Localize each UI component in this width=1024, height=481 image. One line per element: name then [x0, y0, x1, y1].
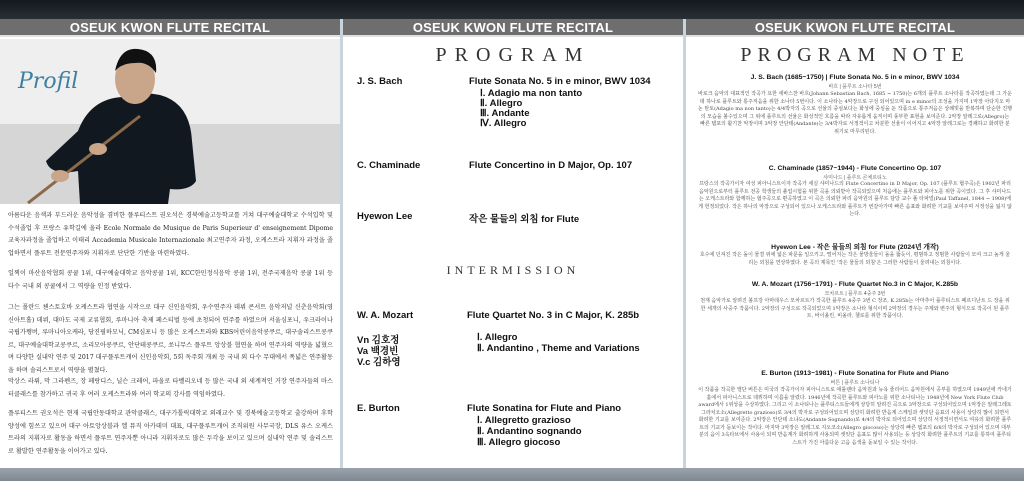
note-heading: Hyewon Lee - 작은 물들의 외침 for Flute (2024년 개작) — [771, 244, 939, 251]
performer: Va 백경빈 — [357, 346, 399, 357]
composer: E. Burton — [357, 403, 400, 414]
note-heading: W. A. Mozart (1756~1791) - Flute Quartet No.3 in C Major, K.285b — [751, 281, 959, 288]
top-band — [0, 0, 1024, 19]
movement: Ⅳ. Allegro — [480, 118, 527, 129]
composer: Hyewon Lee — [357, 211, 413, 222]
bottom-band — [0, 468, 1024, 481]
panel-header: OSEUK KWON FLUTE RECITAL — [343, 19, 683, 37]
note-heading: C. Chaminade (1857~1944) - Flute Concertino Op. 107 — [768, 165, 942, 172]
movement: Ⅱ. Allegro — [480, 98, 523, 109]
flutist-photo — [20, 41, 200, 204]
movement: Ⅰ. Allegretto grazioso — [477, 415, 571, 426]
note-body: 이 작품을 작곡한 엘단 버튼은 미국의 작곡가이자 피아니스트로 애틀랜타 음악원과 뉴욕 줄리어드 음악원에서 공부를 하였으며 1949년에 카네기홀에서 피아니스트로 데뷔하며 이름을 알렸다. 1946년에 작곡한 플루트와 피아노를 위한 소나티나는 1948년에 New York Flute Club award에서 1위상을 수상하였다. 그리고 이 소나티나는 플루티스트들에게 상당히 알려진 곡으로 3악장으로 구성되어있으며 1악장은 알레그레토 그라치오소(Allegretto grazioso)로 3/4의 박자로 구성되어있으며 상당히 화려한 반음계 스케일과 셋잇단 음표의 사용이 상당히 많이 되면서 화려한 기교를 보여준다. 2악장은 안단테 소냐도(Andante Sognando)로 4/4의 박자로 되어있으며 상당히 서정적이면서도 여유의 화려한 플루트의 기교가 돋보이는 작이다. 마지막 3악장은 알레그로 지오코소(Allegro giocoso)는 상당히 빠른 템포의 6/8의 박자로 구성되어 있으며 대부분의 음이 3옥타브에서 사용이 되며 반음계가 화려하게 사용되며 셋잇단 음표도 많이 사용되는 등 상당히 화려한 플루트의 기교를 통하여 플루티스트가 가진 아름다운 고음 음색을 돋보일 수 있는 작이다. — [698, 387, 1012, 446]
panel-header: OSEUK KWON FLUTE RECITAL — [0, 19, 340, 37]
panel-header: OSEUK KWON FLUTE RECITAL — [686, 19, 1024, 37]
movement: Ⅲ. Allegro giocoso — [477, 437, 561, 448]
note-subtitle: 샤미나드 | 플루트 콘체르티노 — [823, 175, 887, 181]
profile-paragraph: 막상스 라뤼, 막 그라펜즈, 장 페랑디스, 닐슨 크레어, 파올로 타벨리오네 등 많은 국내 외 세계적인 거장 연주자들의 마스터클래스를 참가하고 귀국 후 여러 오케스트라와 여러 학교의 강사를 역임하였다. — [8, 378, 333, 398]
program-title: PROGRAM — [435, 44, 591, 66]
composer: W. A. Mozart — [357, 310, 414, 321]
note-subtitle: 모차르트 | 플루트 4중주 3번 — [824, 291, 886, 297]
work-title: Flute Sonata No. 5 in e minor, BWV 1034 — [469, 76, 651, 87]
movement: Ⅰ. Adagio ma non tanto — [480, 88, 583, 99]
work-title: Flute Sonatina for Flute and Piano — [467, 403, 622, 414]
note-body: 바로크 음악의 대표적인 작곡가 요한 세바스찬 바흐(Johann Sebastian Bach, 1685 ~ 1750)는 6개의 플루트 소나타를 작곡하였는데 그 가운데 하나로 플루트와 통주저음을 위한 소나타 5번이다. 이 소나타는 4악장으로 구성 되어있으며 in e minor의 조성을 가지며 1악장 아다지오 마 논 탄토(Adagio ma non tanto)는 4/4박자의 곡으로 선율의 중심보다는 화성에 중심을 둔 작품으로 통주저음은 상례빗을 반복하며 단순한 진행의 모습을 볼수있으며 그 위에 플루트의 선율은 화성적인 흐름을 따라 자유롭게 움직이며 풍부한 표현을 보여준다. 2악장 알레그로(Allegro)는 빠른 템포의 활기찬 악장이며 3악장 안단테(Andante)는 3/4박자로 서정적이고 차분한 선율이 이어지고 4악장 알레그로는 경쾌하고 화려한 분위기로 마무리된다. — [698, 91, 1012, 135]
profile-paragraph: 플루티스트 권오석은 현재 국립안동대학교 관악클래스, 대구가톨릭대학교 외래교수 및 경북예술고등학교 출강하며 후학양성에 힘쓰고 있으며 대구 아토앙상블과 엘 뮤직 아카데미 대표, 대구플루트캐어 조직위원 사무국장, DLS 유스 오케스트라의 지휘자로 활동을 하면서 플루트 연주자뿐 아니라 지휘자로도 많은 두각을 보이고 있으며 실내악 연주 및 솔리스트로 활발한 연주활동을 이어가고 있다. — [8, 410, 333, 455]
profile-paragraph: 아름다운 음색과 부드러운 음악성을 겸비한 플루티스트 권오석은 경북예술고등학교를 거쳐 대구예술대학교 수석입학 및 수석졸업 후 프랑스 유학길에 올라 Ecole Normale de Musique de Paris Superieur d' enseignement Dipome 교육자과정을 졸업하고 이태리 Accademia Musicale Internazionale 최고연주자 과정, 오케스트라 지휘자 과정을 졸업하면서 플루트 전문연주자와 지휘자로 단단한 기반을 마련하였다. — [8, 212, 333, 257]
note-subtitle: 버튼 | 플루트 소나티나 — [830, 380, 880, 386]
movement: Ⅱ. Andantino , Theme and Variations — [477, 343, 640, 354]
work-title: 작은 물들의 외침 for Flute — [469, 214, 580, 225]
note-heading: J. S. Bach (1685~1750) | Flute Sonata No. 5 in e minor, BWV 1034 — [750, 74, 960, 81]
composer: C. Chaminade — [357, 160, 421, 171]
work-title: Flute Concertino in D Major, Op. 107 — [469, 160, 633, 171]
intermission-label: INTERMISSION — [446, 263, 580, 277]
note-body: 프랑스의 작곡가이자 여성 피아니스트이자 작곡가 세실 샤미나드의 Flute Concertino in D Major, Op. 107 (플루트 협주곡)은 1902년 파리음악원으로부터 플루트 전공 학생들의 졸업시험을 위한 곡을 의뢰받아 작곡되었으며 처음에는 플루트와 피아노를 위한 곡이었다. 그 후 샤미나드는 오케스트라와 함께하는 협주곡으로 편곡하였고 이 곡은 의뢰한 파리 음악원의 플루트 담당 교수 폴 타파넬(Paul Taffanel, 1844 ~ 1908)에게 헌정되었다. 작은 하나의 악장으로 구성되어 있으나 오케스트라와 플루트가 번갈아가며 빠른 음표와 화려한 기교를 보여주며 서정성을 잃지 않는다. — [698, 181, 1012, 217]
work-title: Flute Quartet No. 3 in C Major, K. 285b — [467, 310, 640, 321]
program-note-title: PROGRAM NOTE — [740, 44, 970, 66]
note-heading: E. Burton (1913~1981) - Flute Sonatina for Flute and Piano — [761, 370, 949, 377]
movement: Ⅱ. Andantino sognando — [477, 426, 582, 437]
profile-paragraph: 그는 폴란드 첸스토호바 오케스트라 협연을 시작으로 대구 신인음악회, 우수연주자 데뷔 콘서트 음악저널 신춘음악회(영신아트홀) 데뷔, 대마도 국제 교류협회, 루마니아 축제 페스티벌 등에 초청되어 연주를 하였으며 서울심포니, 우크라이나국립가쨍버, 루마니아오케라, 당진필하모닉, CM심포니 등 많은 오케스트라와 KBS어린이음악콩쿠르, 대구솔리스트콩쿠르, 대구예술대학교콩쿠르, 소리모아콩쿠르, 안단테콩쿠르, 쏘니무스 플루트 앙상블 협연을 하며 연주자의 역량을 넓혔으며 다양한 실내악 연주 및 2017 대구플루트캐어 신인음악회, 5회 독주회 개최 등 국내 외 다수 무대에서 폭넓은 연주활동을 하며 솔리스트로서 역량을 펼쳤다. — [8, 304, 333, 374]
program-note-panel — [686, 19, 1024, 468]
performer: V.c 김하영 — [357, 357, 401, 368]
profile-panel — [0, 19, 340, 468]
profile-paragraph: 일찍이 마산음악협회 콩쿨 1위, 대구예술대학교 음악콩쿨 1위, KCC한민정식음악 콩쿨 1위, 전주국제음악 콩쿨 1위 등 다수 국내 외 콩쿨에서 그 역량을 인정 받았다. — [8, 270, 333, 290]
program-panel — [343, 19, 683, 468]
performer: Vn 김호정 — [357, 335, 400, 346]
profile-script-label: Profil — [18, 69, 79, 94]
note-body: 천재 음악가로 알려진 볼프강 아마데우스 모차르트가 작곡한 플루트 4중주 3번 C 장조, K.285b는 아마추어 플루티스트 페르디난트 드 장을 위한 세개의 사중주 작품이다. 2악장의 구성으로 작곡되었으며 1악장은 소나타 형식이며 2악장의 경우는 주제와 변주의 형식으로 작곡이 된 플루트, 바이올린, 비올라, 첼로를 위한 작품이다. — [700, 298, 1010, 319]
note-subtitle: 바흐 | 플루트 소나타 5번 — [828, 84, 882, 90]
movement: Ⅰ. Allegro — [477, 332, 518, 343]
note-body: 호수에 던져진 작은 돌이 물결 위에 넓은 파문을 일으키고, 떨어지는 작은 물방울들이 돌을 뚫듯이, 평범하고 정범한 사람들이 모여 크고 높게 울리는 외침을 연상하였다. 본 곡의 제목인 '작은 물들의 외침'은 그러한 사람들이 울려내는 외침이다. — [699, 252, 1011, 266]
composer: J. S. Bach — [357, 76, 403, 87]
movement: Ⅲ. Andante — [480, 108, 530, 119]
